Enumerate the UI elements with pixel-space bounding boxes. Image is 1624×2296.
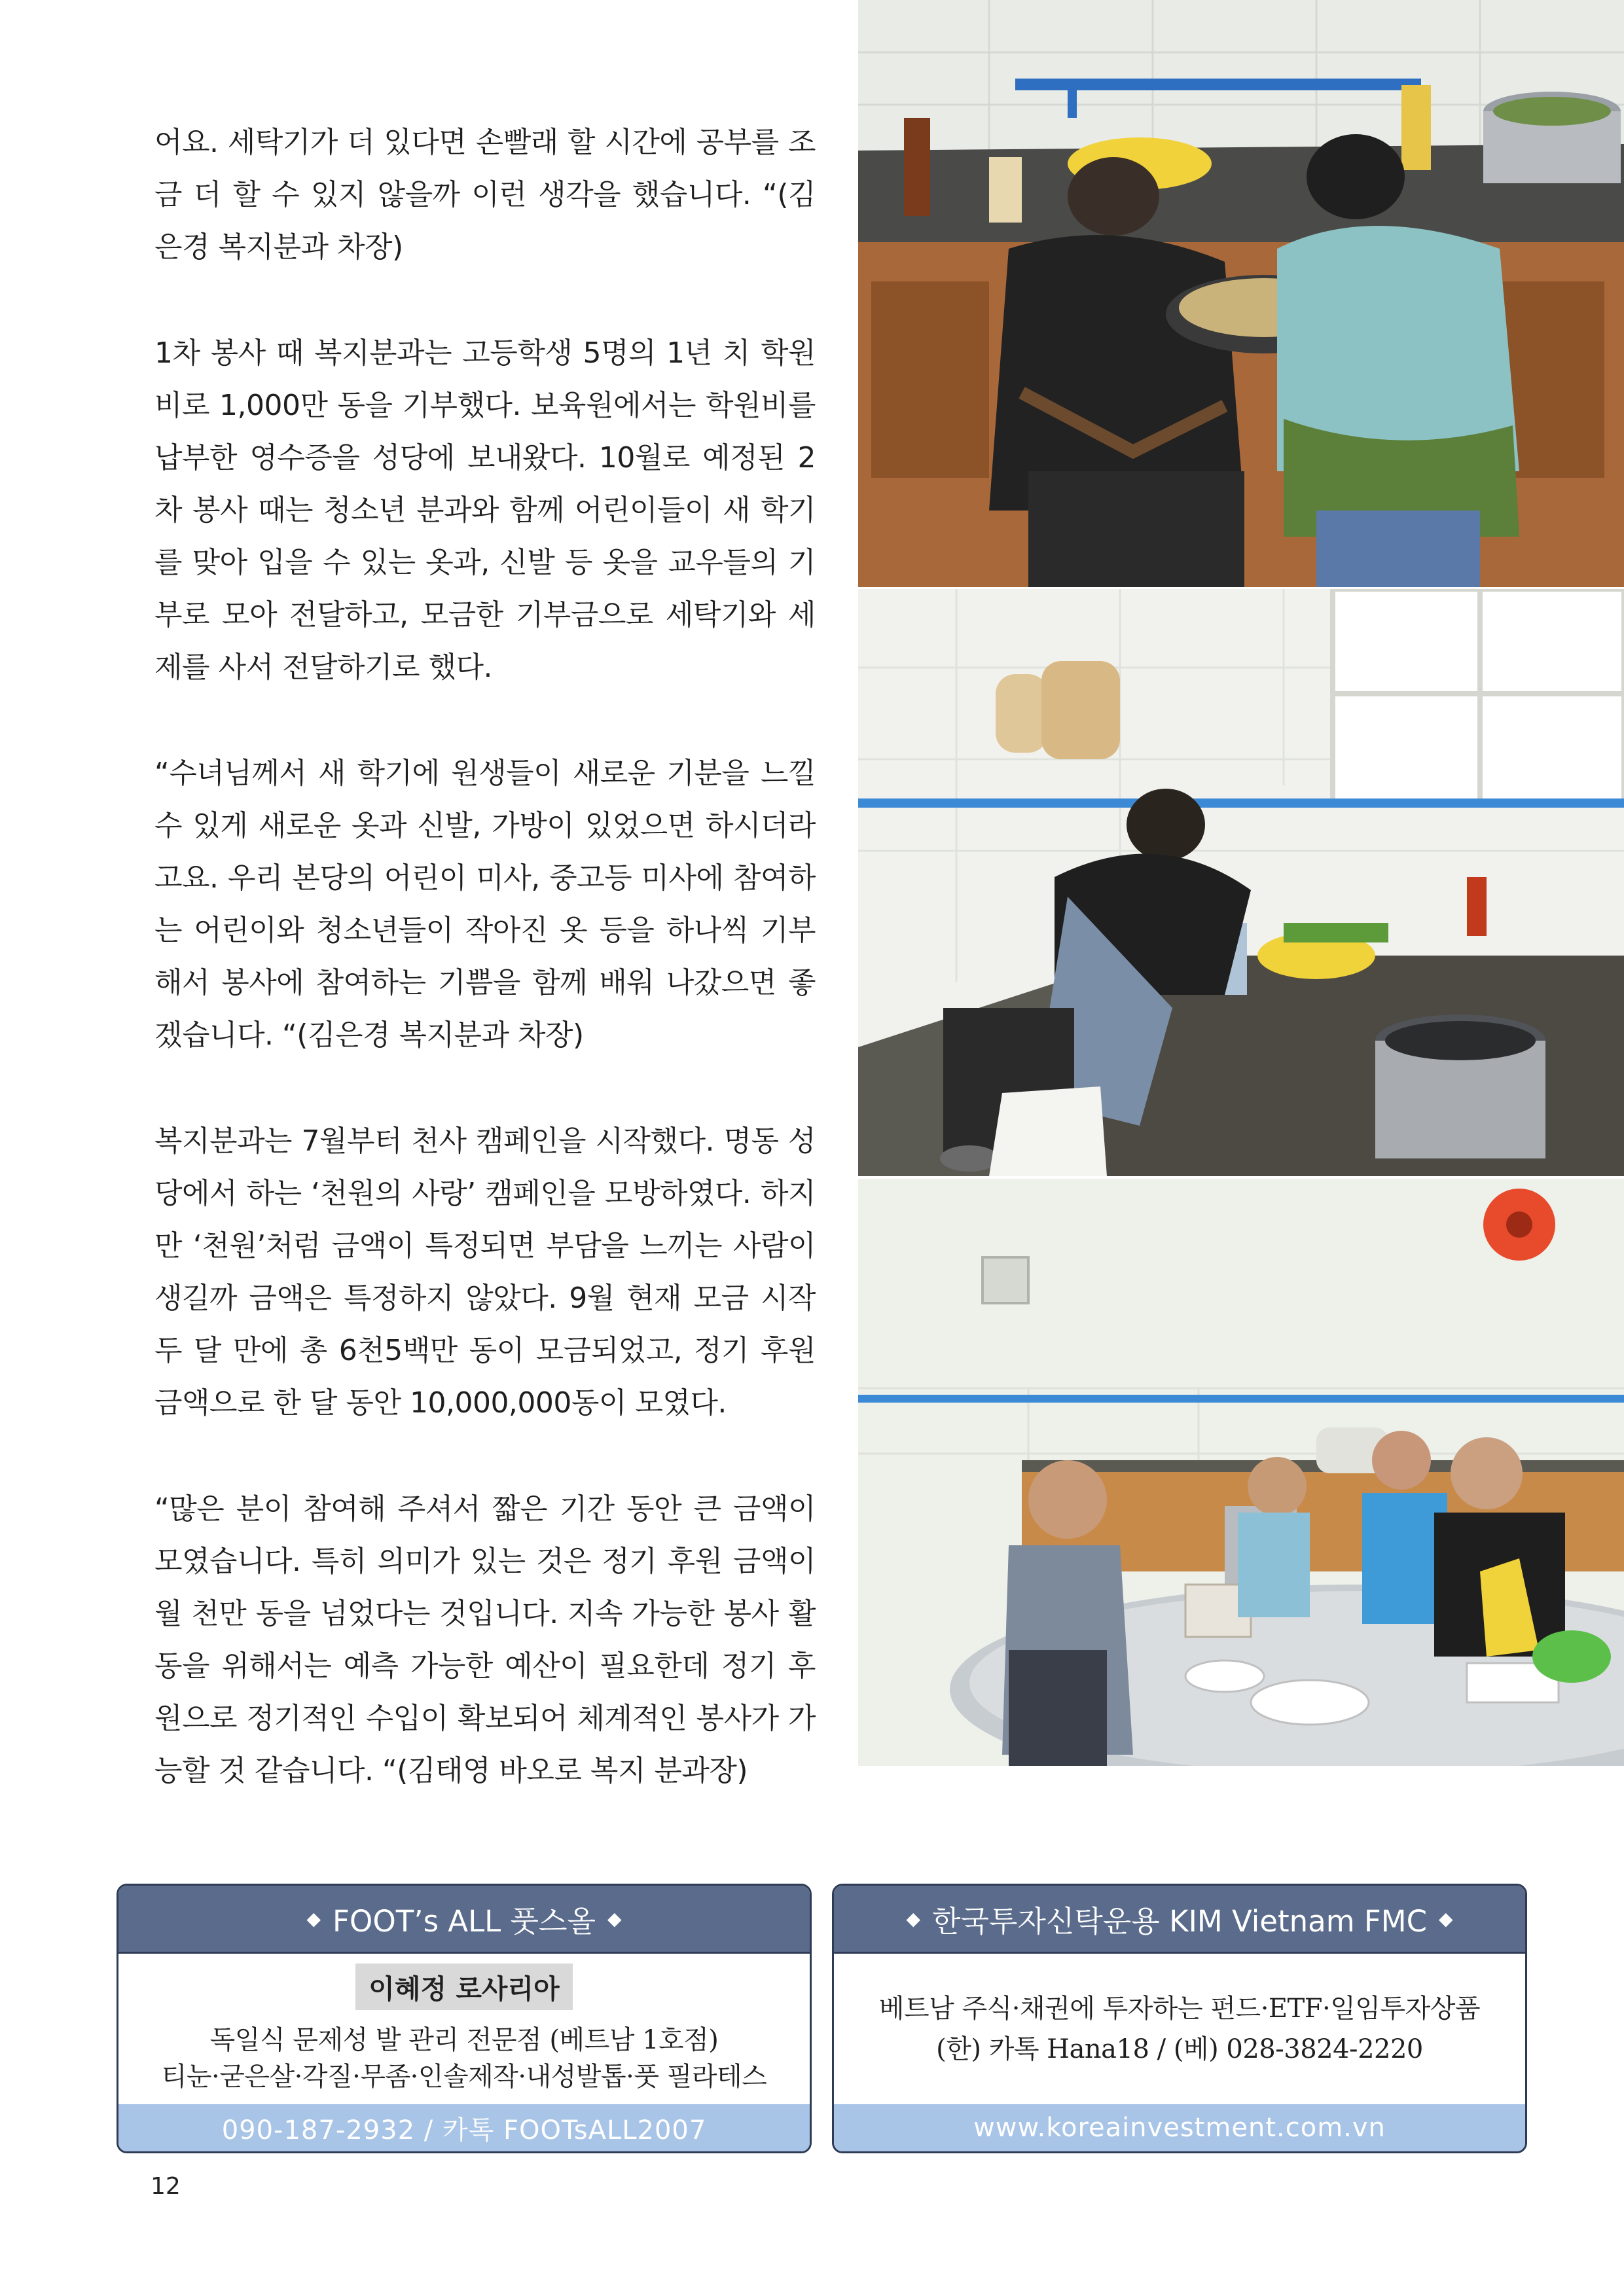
page-number: 12 xyxy=(151,2173,181,2200)
ad-description: 베트남 주식·채권에 투자하는 펀드·ETF·일임투자상품 xyxy=(878,1994,1481,2024)
ad-header xyxy=(118,1886,810,1954)
ad-website: www.koreainvestment.com.vn xyxy=(834,2104,1525,2151)
article-paragraph: 복지분과는 7월부터 천사 캠페인을 시작했다. 명동 성당에서 하는 ‘천원의 사랑’ 캠페인을 모방하였다. 하지만 ‘천원’처럼 금액이 특정되면 부담을 느끼는 사람이 생길까 금액은 특정하지 않았다. 9월 현재 모금 시작 두 달 만에 총 6천5백만 동이 모금되었고, 정기 후원 금액으로 한 달 동안 10,000,000동이 모였다. xyxy=(154,1124,816,1420)
photo-group-preparing-food xyxy=(858,1179,1624,1766)
ad-korea-investment xyxy=(832,1884,1527,2153)
ad-header xyxy=(834,1886,1525,1954)
ad-title: FOOT’s ALL 풋스올 xyxy=(333,1904,596,1939)
article-paragraph: “수녀님께서 새 학기에 원생들이 새로운 기분을 느낄 수 있게 새로운 옷과 신발, 가방이 있었으면 하시더라고요. 우리 본당의 어린이 미사, 중고등 미사에 참여하는 어린이와 청소년들이 작아진 옷 등을 하나씩 기부해서 봉사에 참여하는 기쁨을 함께 배워 나갔으면 좋겠습니다. “(김은경 복지분과 차장) xyxy=(154,757,816,1052)
photo-kitchen-counter xyxy=(858,589,1624,1176)
owner-name-badge: 이혜정 로사리아 xyxy=(355,1964,573,2010)
diamond-icon: ◆ xyxy=(1438,1908,1453,1929)
diamond-icon: ◆ xyxy=(306,1908,321,1929)
ad-contact-line: (한) 카톡 Hana18 / (베) 028-3824-2220 xyxy=(936,2034,1423,2064)
article-paragraph: 1차 봉사 때 복지분과는 고등학생 5명의 1년 치 학원비로 1,000만 동을 기부했다. 보육원에서는 학원비를 납부한 영수증을 성당에 보내왔다. 10월로 예정된 2차 봉사 때는 청소년 분과와 함께 어린이들이 새 학기를 맞아 입을 수 있는 옷과, 신발 등 옷을 교우들의 기부로 모아 전달하고, 모금한 기부금으로 세탁기와 세제를 사서 전달하기로 했다. xyxy=(154,336,816,684)
diamond-icon: ◆ xyxy=(607,1908,622,1929)
ad-content xyxy=(118,1954,810,2104)
ad-footsall xyxy=(117,1884,812,2153)
article-paragraph: 어요. 세탁기가 더 있다면 손빨래 할 시간에 공부를 조금 더 할 수 있지 않을까 이런 생각을 했습니다. “(김은경 복지분과 차장) xyxy=(154,126,816,264)
photo-women-cooking xyxy=(858,0,1624,587)
diamond-icon: ◆ xyxy=(906,1908,921,1929)
article-paragraph: “많은 분이 참여해 주셔서 짧은 기간 동안 큰 금액이 모였습니다. 특히 의미가 있는 것은 정기 후원 금액이 월 천만 동을 넘었다는 것입니다. 지속 가능한 봉사 활동을 위해서는 예측 가능한 예산이 필요한데 정기 후원으로 정기적인 수입이 확보되어 체계적인 봉사가 가능할 것 같습니다. “(김태영 바오로 복지 분과장) xyxy=(154,1492,816,1787)
ad-title: 한국투자신탁운용 KIM Vietnam FMC xyxy=(932,1904,1427,1939)
ad-services: 티눈·굳은살·각질·무좀·인솔제작·내성발톱·풋 필라테스 xyxy=(161,2061,767,2092)
ad-contact: 090-187-2932 / 카톡 FOOTsALL2007 xyxy=(118,2104,810,2151)
article-body xyxy=(154,117,816,1851)
ad-content xyxy=(834,1954,1525,2104)
ad-description: 독일식 문제성 발 관리 전문점 (베트남 1호점) xyxy=(209,2024,719,2055)
